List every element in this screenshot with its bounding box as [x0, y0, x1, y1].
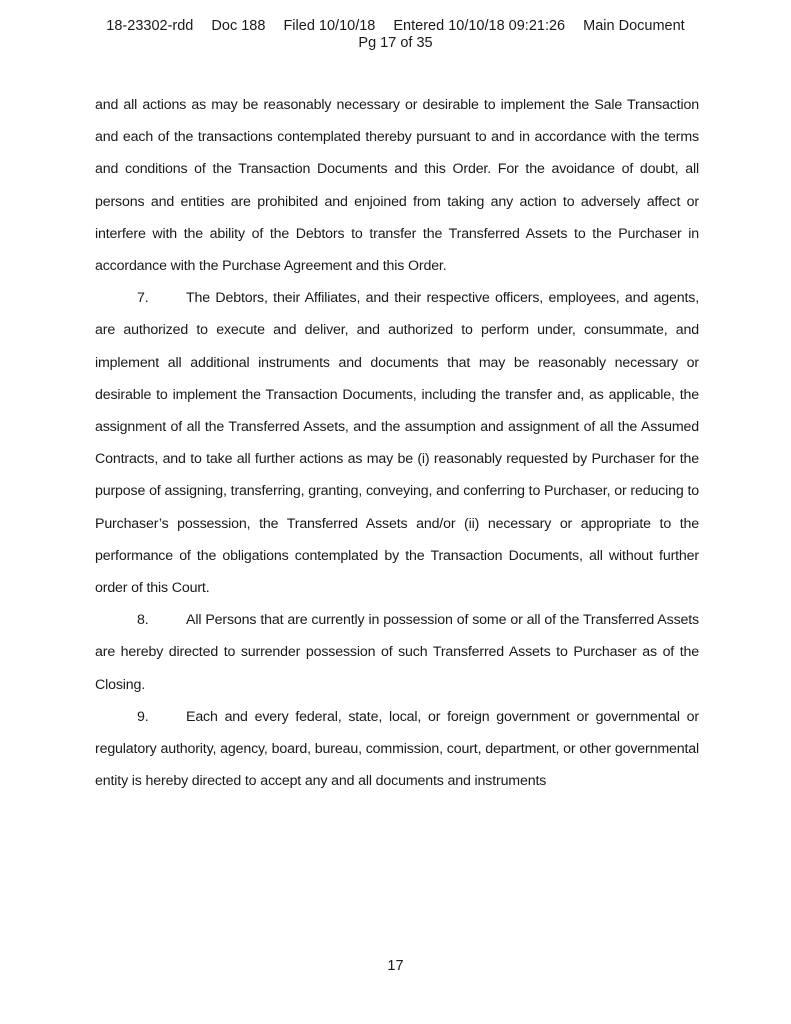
paragraph-9: [95, 701, 699, 798]
paragraph-7: [95, 282, 699, 604]
page-of-total: Pg 17 of 35: [358, 35, 433, 51]
paragraph-text: Each and every federal, state, local, or foreign government or governmental or regulatory authority, agency, board, bureau, commission, court, department, or other governmental entity is hereby directed to accept any and all documents and instruments: [95, 708, 699, 790]
paragraph-text: The Debtors, their Affiliates, and their respective officers, employees, and agents, are authorized to execute and deliver, and authorized to perform under, consummate, and implement all additional instruments and documents that may be reasonably necessary or desirable to implement the Transaction Documents, including the transfer and, as applicable, the assignment of all the Transferred Assets, and the assumption and assignment of all the Assumed Contracts, and to take all further actions as may be (i) reasonably requested by Purchaser for the purpose of assigning, transferring, granting, conveying, and conferring to Purchaser, or reducing to Purchaser’s possession, the Transferred Assets and/or (ii) necessary or appropriate to the performance of the obligations contemplated by the Transaction Documents, all without further order of this Court.: [95, 290, 699, 597]
paragraph-text: All Persons that are currently in possession of some or all of the Transferred Assets are hereby directed to surrender possession of such Transferred Assets to Purchaser as of the Closing.: [95, 612, 699, 693]
case-number: 18-23302-rdd: [106, 18, 194, 34]
document-body: [95, 89, 699, 797]
entered-date: Entered 10/10/18 09:21:26: [393, 18, 566, 34]
filing-header: [0, 18, 791, 52]
page-number: 17: [387, 958, 404, 974]
paragraph-number: 9.: [137, 708, 149, 725]
continuation-paragraph: and all actions as may be reasonably necessary or desirable to implement the Sale Transaction and each of the transactions contemplated thereby pursuant to and in accordance with the terms and conditions of the Transaction Documents and this Order. For the avoidance of doubt, all persons and entities are prohibited and enjoined from taking any action to adversely affect or interfere with the ability of the Debtors to transfer the Transferred Assets to the Purchaser in accordance with the Purchase Agreement and this Order.: [95, 97, 699, 275]
paragraph-number: 7.: [137, 290, 149, 307]
paragraph-8: [95, 604, 699, 701]
main-document-label: Main Document: [583, 18, 685, 34]
docket-number: Doc 188: [211, 18, 266, 34]
filing-header-line: [0, 18, 791, 35]
filed-date: Filed 10/10/18: [283, 18, 376, 34]
paragraph-number: 8.: [137, 612, 149, 629]
